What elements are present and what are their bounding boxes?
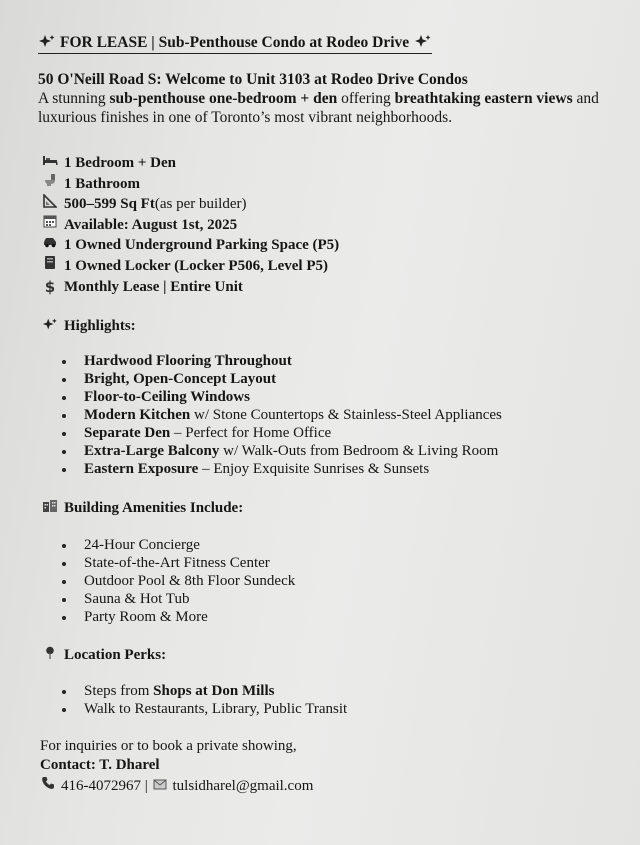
toilet-icon	[42, 173, 58, 195]
amenities-heading: Building Amenities Include:	[42, 499, 243, 517]
intro-bold: breathtaking eastern views	[394, 90, 573, 107]
contact-block	[40, 737, 313, 796]
intro-paragraph	[38, 70, 618, 127]
fact-availability: Available: August 1st, 2025	[42, 215, 339, 236]
ruler-triangle-icon	[42, 194, 58, 216]
building-icon	[42, 499, 58, 517]
calendar-icon	[42, 214, 58, 236]
flyer-title-text: FOR LEASE | Sub-Penthouse Condo at Rodeo Drive	[60, 34, 410, 51]
email-icon	[152, 777, 168, 796]
list-item: Hardwood Flooring Throughout	[60, 352, 502, 370]
bed-icon	[42, 153, 58, 174]
list-item: Sauna & Hot Tub	[60, 590, 295, 608]
sparkles-icon	[38, 34, 56, 48]
highlights-list	[60, 352, 502, 478]
list-item: Walk to Restaurants, Library, Public Transit	[60, 700, 347, 718]
car-icon	[42, 235, 58, 256]
sparkles-icon	[414, 34, 432, 48]
sparkles-icon	[42, 317, 58, 335]
list-item: Floor-to-Ceiling Windows	[60, 388, 502, 406]
list-item: Steps from Shops at Don Mills	[60, 682, 347, 700]
intro-text: and luxurious finishes in one of Toronto’s most vibrant neighborhoods.	[38, 90, 599, 126]
list-item: Eastern Exposure – Enjoy Exquisite Sunrises & Sunsets	[60, 460, 502, 478]
amenities-list	[60, 536, 295, 626]
list-item: Bright, Open-Concept Layout	[60, 370, 502, 388]
locker-icon	[42, 255, 58, 278]
fact-bedrooms: 1 Bedroom + Den	[42, 153, 339, 174]
list-item: Extra-Large Balcony w/ Walk-Outs from Bedroom & Living Room	[60, 442, 502, 460]
fact-parking: 1 Owned Underground Parking Space (P5)	[42, 235, 339, 256]
highlights-heading: Highlights:	[42, 317, 136, 335]
fact-lease-terms: $ Monthly Lease | Entire Unit	[42, 277, 339, 298]
intro-text: A stunning	[38, 90, 110, 107]
list-item: 24-Hour Concierge	[60, 536, 295, 554]
fact-locker: 1 Owned Locker (Locker P506, Level P5)	[42, 256, 339, 277]
perks-list	[60, 682, 347, 718]
fact-size: 500–599 Sq Ft (as per builder)	[42, 194, 339, 215]
list-item: Separate Den – Perfect for Home Office	[60, 424, 502, 442]
email-address[interactable]: tulsidharel@gmail.com	[172, 777, 314, 794]
list-item: Modern Kitchen w/ Stone Countertops & Stainless-Steel Appliances	[60, 406, 502, 424]
list-item: State-of-the-Art Fitness Center	[60, 554, 295, 572]
intro-text: offering	[337, 90, 395, 107]
flyer-title	[38, 34, 432, 54]
fact-bathrooms: 1 Bathroom	[42, 174, 339, 195]
contact-intro: For inquiries or to book a private showing,	[40, 738, 297, 754]
contact-name: Contact: T. Dharel	[40, 757, 160, 773]
intro-bold: sub-penthouse one-bedroom + den	[109, 90, 338, 107]
perks-heading: Location Perks:	[42, 646, 166, 664]
map-pin-icon	[42, 646, 58, 664]
dollar-icon: $	[44, 277, 56, 296]
contact-details: 416-4072967 | tulsidharel@gmail.com	[40, 776, 313, 796]
list-item: Outdoor Pool & 8th Floor Sundeck	[60, 572, 295, 590]
phone-number[interactable]: 416-4072967	[61, 777, 141, 794]
phone-icon	[40, 776, 56, 796]
intro-heading: 50 O'Neill Road S: Welcome to Unit 3103 at Rodeo Drive Condos	[38, 71, 468, 88]
list-item: Party Room & More	[60, 608, 295, 626]
unit-facts	[42, 153, 339, 297]
